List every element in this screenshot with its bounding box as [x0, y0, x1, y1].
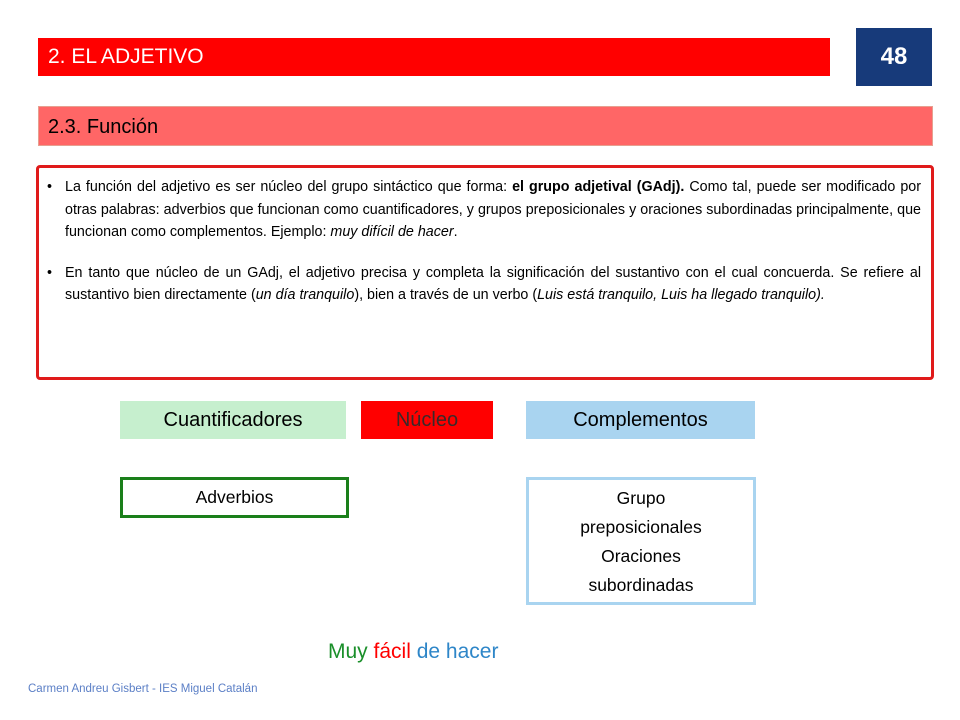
nucleo-box: Núcleo — [361, 401, 493, 439]
content-box — [36, 165, 934, 380]
example-italic: Luis está tranquilo, Luis ha llegado tranquilo). — [537, 287, 825, 303]
text-run: Como tal, puede ser modificado por otras palabras: adverbios que funcionan como cuantificadores, y grupos preposicionales y oraciones subordinadas principalmente, que funcionan como complementos. Ejemplo: — [65, 179, 921, 240]
example-italic: un día tranquilo — [255, 287, 355, 303]
example-italic: muy difícil de hacer — [330, 224, 454, 240]
example-word-complemento: de hacer — [416, 640, 499, 663]
subsection-title: 2.3. Función — [38, 106, 933, 146]
grupo-line: subordinadas — [588, 575, 694, 595]
example-phrase — [328, 640, 498, 664]
grupo-preposicional-box — [526, 477, 756, 605]
bullet-paragraph-nucleus — [65, 262, 921, 307]
grupo-line: Grupo — [616, 488, 666, 508]
grupo-line: preposicionales — [580, 517, 702, 537]
text-run: La función del adjetivo es ser núcleo del grupo sintáctico que forma: — [65, 179, 513, 195]
grupo-line: Oraciones — [601, 546, 681, 566]
example-word-cuantificador: Muy — [328, 640, 368, 663]
complementos-box: Complementos — [526, 401, 755, 439]
section-title: 2. EL ADJETIVO — [38, 38, 830, 76]
text-run: ), bien a través de un verbo ( — [354, 287, 538, 303]
adverbios-box: Adverbios — [120, 477, 349, 518]
example-word-nucleo: fácil — [373, 640, 411, 663]
bullet-paragraph-function — [65, 176, 921, 244]
text-run: En tanto que núcleo de un GAdj, el adjetivo precisa y completa la significación del sustantivo con el cual concuerda. Se refiere al sustantivo bien directamente ( — [65, 264, 921, 303]
cuantificadores-box: Cuantificadores — [120, 401, 346, 439]
page-number: 48 — [856, 28, 932, 86]
footer-author: Carmen Andreu Gisbert - IES Miguel Catalán — [28, 683, 258, 695]
bold-term: el grupo adjetival (GAdj). — [512, 179, 685, 195]
text-run: . — [453, 224, 458, 240]
